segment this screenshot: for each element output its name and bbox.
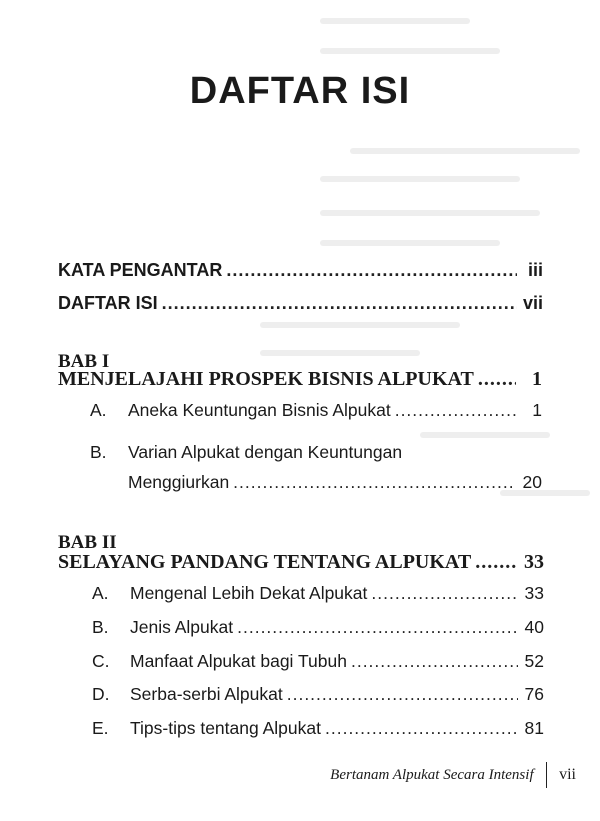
- toc-section[interactable]: [92, 617, 544, 638]
- toc-section-line1[interactable]: [90, 442, 402, 463]
- bleed-through-line: [320, 18, 470, 24]
- dot-leader: [226, 260, 517, 281]
- toc-page-number: 33: [524, 583, 544, 603]
- toc-page-number: 81: [524, 718, 544, 738]
- dot-leader: [475, 551, 518, 574]
- toc-entry-kata-pengantar[interactable]: [58, 260, 543, 281]
- bleed-through-line: [350, 148, 580, 154]
- toc-page-number: vii: [522, 293, 543, 313]
- dot-leader: [325, 718, 518, 739]
- section-letter: D.: [92, 684, 110, 704]
- bleed-through-line: [260, 350, 420, 356]
- bleed-through-line: [320, 48, 500, 54]
- toc-page-number: 1: [532, 400, 542, 420]
- dot-leader: [287, 684, 518, 705]
- dot-leader: [237, 617, 518, 638]
- page-title: DAFTAR ISI: [189, 70, 411, 112]
- section-letter: C.: [92, 651, 110, 671]
- dot-leader: [162, 293, 517, 314]
- toc-page-number: 40: [524, 617, 544, 637]
- toc-entry-label: KATA PENGANTAR: [58, 260, 223, 280]
- bleed-through-line: [420, 432, 550, 438]
- footer-page-number: vii: [559, 766, 576, 783]
- toc-section[interactable]: [92, 718, 544, 739]
- page-footer: [330, 762, 576, 788]
- bleed-through-line: [320, 210, 540, 216]
- toc-chapter-2[interactable]: [58, 551, 544, 574]
- section-letter: A.: [92, 583, 109, 603]
- toc-chapter-title: SELAYANG PANDANG TENTANG ALPUKAT: [58, 551, 472, 573]
- toc-page-number: iii: [527, 260, 543, 280]
- section-title: Manfaat Alpukat bagi Tubuh: [130, 651, 347, 671]
- bleed-through-line: [320, 176, 520, 182]
- section-title-continued: Menggiurkan: [128, 472, 230, 492]
- dot-leader: [395, 400, 516, 421]
- bleed-through-line: [260, 322, 460, 328]
- footer-book-title: Bertanam Alpukat Secara Intensif: [330, 766, 534, 783]
- section-title: Varian Alpukat dengan Keuntungan: [128, 442, 403, 462]
- bleed-through-line: [320, 240, 500, 246]
- section-title: Serba-serbi Alpukat: [130, 684, 283, 704]
- chapter-label: BAB I: [58, 351, 110, 372]
- toc-section[interactable]: [92, 583, 544, 604]
- toc-chapter-1[interactable]: [58, 368, 542, 391]
- toc-page-number: 33: [524, 551, 544, 573]
- section-letter: B.: [92, 617, 109, 637]
- toc-section[interactable]: [92, 684, 544, 705]
- toc-page-number: 76: [524, 684, 544, 704]
- toc-page-number: 52: [524, 651, 544, 671]
- dot-leader: [371, 583, 518, 604]
- section-title: Jenis Alpukat: [130, 617, 234, 637]
- toc-section[interactable]: [90, 400, 542, 421]
- toc-entry-label: DAFTAR ISI: [58, 293, 158, 313]
- section-title: Mengenal Lebih Dekat Alpukat: [130, 583, 368, 603]
- section-letter: B.: [90, 442, 107, 462]
- dot-leader: [233, 472, 516, 493]
- section-title: Tips-tips tentang Alpukat: [130, 718, 321, 738]
- toc-section-line2[interactable]: [128, 472, 542, 493]
- toc-page-number: 20: [522, 472, 542, 492]
- toc-entry-daftar-isi[interactable]: [58, 293, 543, 314]
- toc-chapter-title: MENJELAJAHI PROSPEK BISNIS ALPUKAT: [58, 368, 474, 390]
- section-letter: A.: [90, 400, 107, 420]
- chapter-label: BAB II: [58, 532, 117, 553]
- footer-divider: [546, 762, 548, 788]
- section-title: Aneka Keuntungan Bisnis Alpukat: [128, 400, 391, 420]
- toc-section[interactable]: [92, 651, 544, 672]
- dot-leader: [478, 368, 516, 391]
- section-letter: E.: [92, 718, 109, 738]
- toc-page-number: 1: [532, 368, 542, 390]
- dot-leader: [351, 651, 518, 672]
